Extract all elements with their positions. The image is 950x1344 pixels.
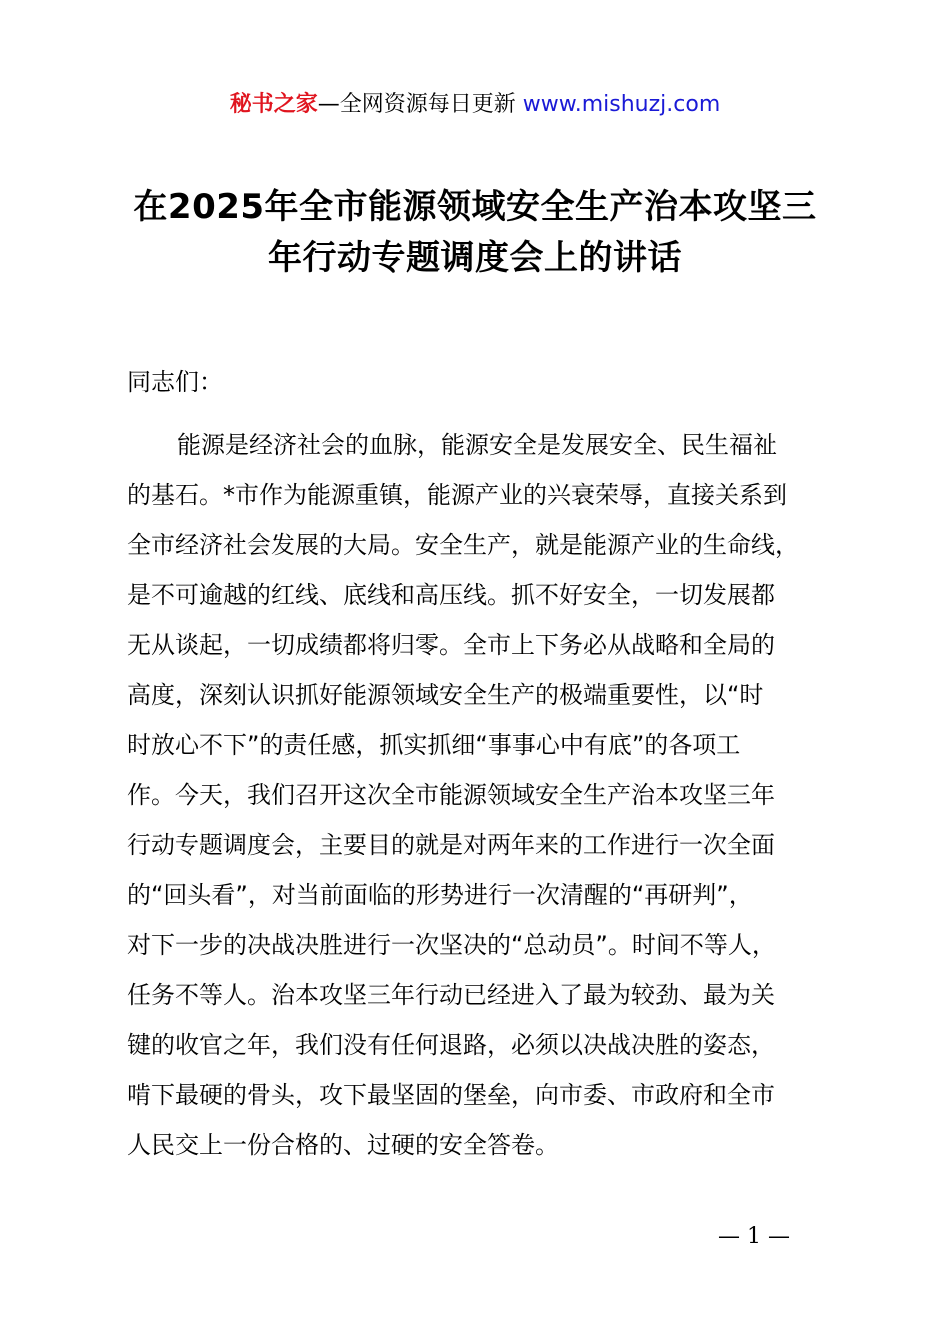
paragraph-line: 高度，深刻认识抓好能源领域安全生产的极端重要性，以“时 [127,681,764,709]
header-tagline: —全网资源每日更新 [317,92,523,117]
paragraph-line: 啃下最硬的骨头，攻下最坚固的堡垒，向市委、市政府和全市 [127,1081,775,1109]
paragraph-line: 是不可逾越的红线、底线和高压线。抓不好安全，一切发展都 [127,581,775,609]
paragraph-line: 全市经济社会发展的大局。安全生产，就是能源产业的生命线， [127,531,799,559]
paragraph-line: 能源是经济社会的血脉，能源安全是发展安全、民生福祉 [177,431,777,459]
title-line-2: 年行动专题调度会上的讲话 [268,238,682,278]
body-paragraph [127,420,857,1170]
paragraph-line: 行动专题调度会，主要目的就是对两年来的工作进行一次全面 [127,831,775,859]
title-line-1: 在2025年全市能源领域安全生产治本攻坚三 [133,187,817,227]
paragraph-line: 无从谈起，一切成绩都将归零。全市上下务必从战略和全局的 [127,631,775,659]
site-url-link[interactable]: www.mishuzj.com [522,92,721,117]
salutation: 同志们： [127,368,223,396]
document-title [110,182,840,284]
paragraph-line: 任务不等人。治本攻坚三年行动已经进入了最为较劲、最为关 [127,981,775,1009]
brand-name: 秘书之家 [229,92,318,117]
paragraph-line: 时放心不下”的责任感，抓实抓细“事事心中有底”的各项工 [127,731,741,759]
paragraph-line: 的基石。*市作为能源重镇，能源产业的兴衰荣辱，直接关系到 [127,481,787,509]
page-number: — 1 — [718,1224,790,1249]
site-header [0,88,950,122]
paragraph-line: 键的收官之年，我们没有任何退路，必须以决战决胜的姿态， [127,1031,775,1059]
paragraph-line: 的“回头看”，对当前面临的形势进行一次清醒的“再研判”， [127,881,753,909]
paragraph-line: 人民交上一份合格的、过硬的安全答卷。 [127,1131,559,1159]
paragraph-line: 对下一步的决战决胜进行一次坚决的“总动员”。时间不等人， [127,931,776,959]
paragraph-line: 作。今天，我们召开这次全市能源领域安全生产治本攻坚三年 [127,781,775,809]
